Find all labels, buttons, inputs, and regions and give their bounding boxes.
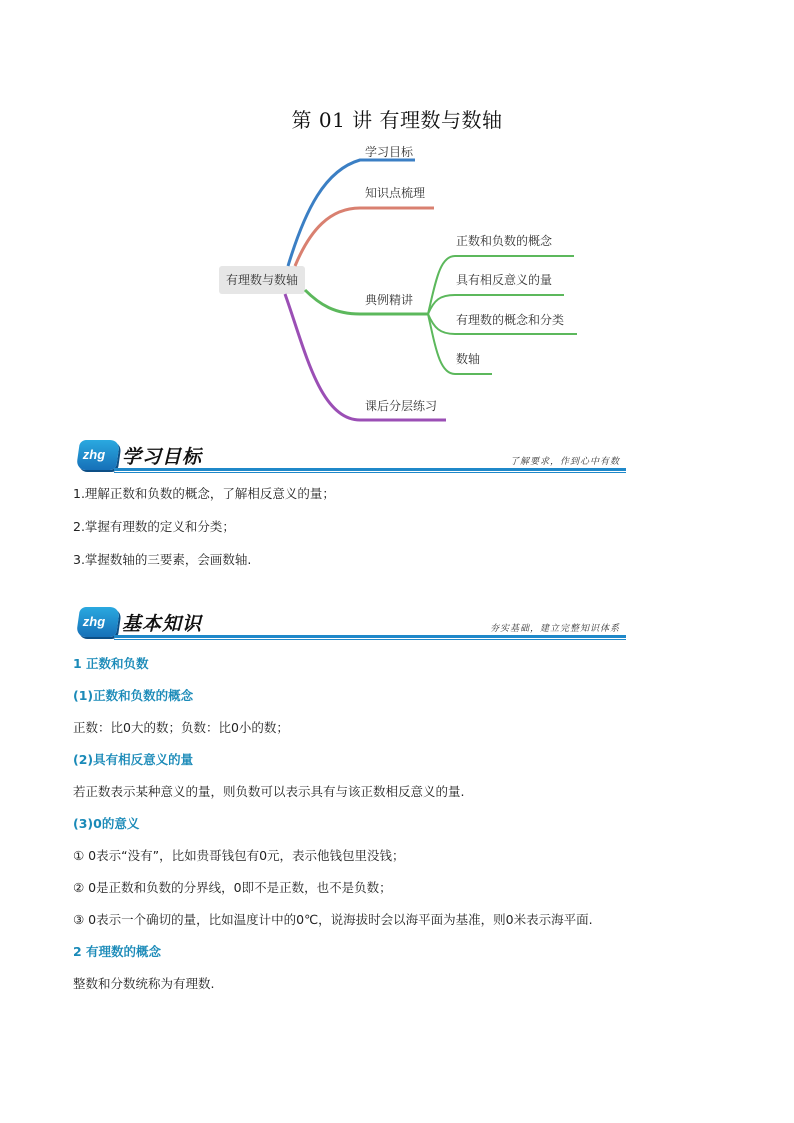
subheading-concept: (1)正数和负数的概念	[73, 688, 194, 703]
zero-meaning-2: ② 0是正数和负数的分界线，0即不是正数，也不是负数；	[73, 880, 392, 895]
heading-rational-concept: 2 有理数的概念	[73, 944, 162, 959]
mindmap-sub-4-label: 数轴	[456, 352, 481, 366]
goal-item-3: 3.掌握数轴的三要素，会画数轴.	[73, 552, 252, 567]
section-slogan: 了解要求，作到心中有数	[509, 457, 620, 467]
section-divider	[114, 635, 626, 638]
mindmap-sub-1-label: 正数和负数的概念	[456, 234, 553, 248]
heading-positive-negative: 1 正数和负数	[73, 656, 149, 671]
goal-item-1: 1.理解正数和负数的概念，了解相反意义的量；	[73, 486, 335, 501]
section-header-learning-goals	[74, 440, 626, 480]
mindmap-branch-2-label: 知识点梳理	[365, 186, 426, 200]
section-title: 基本知识	[122, 613, 203, 635]
page-title: 第 01 讲 有理数与数轴	[291, 108, 503, 132]
mind-map	[0, 130, 794, 430]
mindmap-branch-2-line	[295, 208, 434, 266]
section-divider-thin	[114, 472, 626, 473]
mindmap-branch-3-label: 典例精讲	[365, 293, 414, 307]
mindmap-sub-3-label: 有理数的概念和分类	[456, 313, 565, 327]
section-divider	[114, 468, 626, 471]
mindmap-branch-1-line	[288, 160, 415, 266]
goal-item-2: 2.掌握有理数的定义和分类；	[73, 519, 235, 534]
paragraph-definition: 正数：比0大的数；负数：比0小的数；	[73, 720, 289, 735]
mindmap-sub-2-line	[428, 295, 564, 314]
section-slogan: 夯实基础，建立完整知识体系	[489, 624, 620, 634]
mindmap-branch-4-label: 课后分层练习	[365, 399, 438, 413]
zero-meaning-1: ① 0表示“没有”，比如贵哥钱包有0元，表示他钱包里没钱；	[73, 848, 405, 863]
subheading-opposite: (2)具有相反意义的量	[73, 752, 194, 767]
mindmap-root-label: 有理数与数轴	[225, 273, 299, 287]
badge-label: zhg	[82, 447, 106, 462]
mindmap-sub-2-label: 具有相反意义的量	[456, 273, 553, 287]
paragraph-opposite: 若正数表示某种意义的量，则负数可以表示具有与该正数相反意义的量.	[73, 784, 465, 799]
section-divider-thin	[114, 639, 626, 640]
section-title: 学习目标	[122, 446, 203, 468]
section-header-basic-knowledge	[74, 607, 626, 647]
badge-label: zhg	[82, 614, 106, 629]
paragraph-rational: 整数和分数统称为有理数.	[73, 976, 215, 991]
mindmap-branch-1-label: 学习目标	[365, 145, 414, 159]
zero-meaning-3: ③ 0表示一个确切的量，比如温度计中的0℃，说海拔时会以海平面为基准，则0米表示海平面.	[73, 912, 593, 927]
subheading-zero: (3)0的意义	[73, 816, 140, 831]
